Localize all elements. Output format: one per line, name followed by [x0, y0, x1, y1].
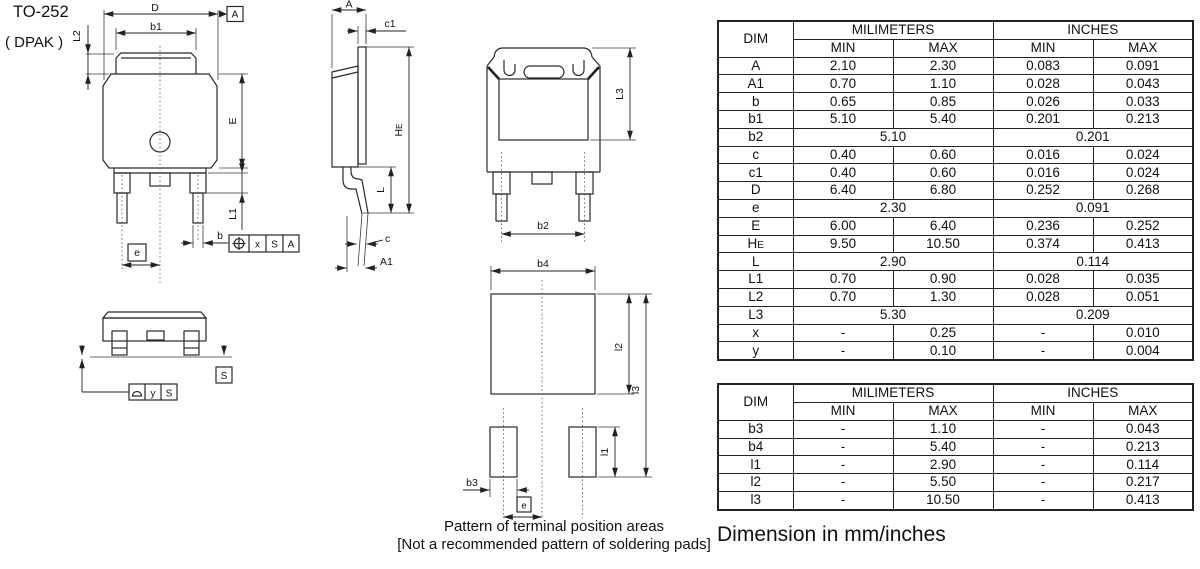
in-min-header: MIN — [993, 402, 1093, 420]
value-cell: - — [793, 324, 893, 342]
dimension-row — [718, 57, 1193, 75]
value-cell: 0.033 — [1093, 93, 1193, 111]
value-cell: 0.70 — [793, 75, 893, 93]
dim-label-c1: c1 — [384, 18, 396, 30]
seating-plane-tolerance-frame — [129, 384, 177, 400]
value-cell: 1.10 — [893, 420, 993, 438]
tab-notch-right — [573, 60, 584, 76]
dimension-row — [718, 306, 1193, 324]
dim-symbol-cell: b4 — [718, 438, 793, 456]
value-cell: 0.65 — [793, 93, 893, 111]
dim-symbol-cell: b — [718, 93, 793, 111]
dim-label-L: L — [375, 187, 387, 193]
value-cell-span: 5.10 — [793, 128, 993, 146]
value-cell: - — [993, 491, 1093, 509]
dim-label-L1: L1 — [227, 208, 239, 220]
dimension-row — [718, 288, 1193, 306]
value-cell: 0.043 — [1093, 420, 1193, 438]
tab-pad-area — [491, 294, 595, 394]
dimension-row — [718, 342, 1193, 360]
value-cell: 0.035 — [1093, 271, 1193, 289]
dim-symbol-cell: D — [718, 182, 793, 200]
value-cell: 0.70 — [793, 271, 893, 289]
dimension-row — [718, 438, 1193, 456]
dim-label-b1: b1 — [150, 21, 162, 33]
in-min-header: MIN — [993, 39, 1093, 57]
mm-min-header: MIN — [793, 39, 893, 57]
dim-symbol-cell: x — [718, 324, 793, 342]
value-cell: - — [993, 474, 1093, 492]
dim-label-HE: HE — [393, 123, 405, 137]
value-cell: 0.024 — [1093, 146, 1193, 164]
value-cell: 0.091 — [1093, 57, 1193, 75]
value-cell: 2.30 — [893, 57, 993, 75]
dimension-row — [718, 164, 1193, 182]
value-cell: - — [993, 324, 1093, 342]
dim-symbol-cell: l1 — [718, 456, 793, 474]
dim-label-E: E — [227, 117, 239, 125]
value-cell: 2.10 — [793, 57, 893, 75]
dim-label-A: A — [345, 0, 353, 11]
millimeters-header: MILIMETERS — [793, 21, 993, 39]
dim-symbol-cell: E — [718, 217, 793, 235]
value-cell: 0.004 — [1093, 342, 1193, 360]
dim-symbol-cell: e — [718, 199, 793, 217]
value-cell: 10.50 — [893, 491, 993, 509]
value-cell: 0.201 — [993, 110, 1093, 128]
pattern-caption-line2: [Not a recommended pattern of soldering pads] — [397, 536, 711, 553]
value-cell-span: 5.30 — [793, 306, 993, 324]
value-cell: 0.252 — [993, 182, 1093, 200]
value-cell: - — [793, 456, 893, 474]
dimension-row — [718, 146, 1193, 164]
value-cell: 0.010 — [1093, 324, 1193, 342]
dimension-units-note: Dimension in mm/inches — [717, 522, 946, 546]
dimension-row — [718, 199, 1193, 217]
value-cell: 0.374 — [993, 235, 1093, 253]
dim-symbol-cell: A — [718, 57, 793, 75]
pattern-dimension-rows — [718, 420, 1193, 509]
datum-s-label: S — [220, 371, 228, 382]
value-cell: - — [793, 342, 893, 360]
value-cell: - — [793, 491, 893, 509]
value-cell: 6.80 — [893, 182, 993, 200]
dim-column-header: DIM — [718, 384, 793, 420]
value-cell: 0.051 — [1093, 288, 1193, 306]
tab-slot — [524, 66, 564, 78]
dimension-row — [718, 75, 1193, 93]
dim-symbol-cell: L2 — [718, 288, 793, 306]
value-cell: - — [993, 342, 1093, 360]
dim-symbol-cell: b1 — [718, 110, 793, 128]
front-view — [71, 2, 299, 284]
dim-label-e: e — [134, 247, 140, 259]
dimension-row — [718, 253, 1193, 271]
side-view — [332, 0, 414, 272]
tab-notch-left — [504, 60, 515, 76]
dimension-row — [718, 128, 1193, 146]
value-cell: 0.268 — [1093, 182, 1193, 200]
value-cell: 5.40 — [893, 438, 993, 456]
main-dimension-rows — [718, 57, 1193, 360]
dim-column-header: DIM — [718, 21, 793, 57]
dimension-row — [718, 474, 1193, 492]
dimension-row — [718, 456, 1193, 474]
value-cell: 0.413 — [1093, 491, 1193, 509]
dim-symbol-cell: L1 — [718, 271, 793, 289]
value-cell: 0.213 — [1093, 110, 1193, 128]
position-tolerance-frame — [229, 235, 299, 252]
value-cell: 0.413 — [1093, 235, 1193, 253]
value-cell: 0.236 — [993, 217, 1093, 235]
dim-symbol-cell: c1 — [718, 164, 793, 182]
value-cell-span: 0.201 — [993, 128, 1193, 146]
main-dimension-table — [717, 20, 1194, 361]
value-cell: 0.217 — [1093, 474, 1193, 492]
dimension-row — [718, 235, 1193, 253]
pattern-dimension-table — [717, 383, 1194, 511]
value-cell: 0.213 — [1093, 438, 1193, 456]
in-max-header: MAX — [1093, 39, 1193, 57]
dim-symbol-cell: L3 — [718, 306, 793, 324]
position-symbol-icon — [233, 237, 246, 250]
dim-label-l2: l2 — [613, 342, 625, 352]
value-cell: 5.10 — [793, 110, 893, 128]
value-cell: 1.30 — [893, 288, 993, 306]
dim-symbol-cell: l2 — [718, 474, 793, 492]
fcf-modifier-s: S — [271, 239, 278, 251]
value-cell: 0.016 — [993, 146, 1093, 164]
value-cell-span: 2.90 — [793, 253, 993, 271]
value-cell: 0.028 — [993, 271, 1093, 289]
value-cell: 9.50 — [793, 235, 893, 253]
dimension-row — [718, 324, 1193, 342]
value-cell: 0.60 — [893, 164, 993, 182]
terminal-pattern-view — [397, 258, 711, 553]
value-cell: 6.00 — [793, 217, 893, 235]
value-cell: 0.114 — [1093, 456, 1193, 474]
package-alias: ( DPAK ) — [5, 34, 64, 51]
fcf-tolerance-x: x — [255, 239, 260, 251]
value-cell: 0.043 — [1093, 75, 1193, 93]
value-cell: 5.50 — [893, 474, 993, 492]
value-cell: 0.10 — [893, 342, 993, 360]
dim-symbol-cell: b2 — [718, 128, 793, 146]
value-cell: 0.026 — [993, 93, 1093, 111]
value-cell: - — [993, 438, 1093, 456]
dimension-row — [718, 110, 1193, 128]
value-cell: 0.25 — [893, 324, 993, 342]
package-name: TO-252 — [13, 3, 69, 21]
rear-view — [487, 48, 636, 242]
dim-symbol-cell: y — [718, 342, 793, 360]
value-cell-span: 0.209 — [993, 306, 1193, 324]
inches-header: INCHES — [993, 21, 1193, 39]
profile-symbol-icon — [133, 392, 142, 397]
dim-symbol-cell: b3 — [718, 420, 793, 438]
value-cell: 0.028 — [993, 75, 1093, 93]
value-cell: - — [793, 474, 893, 492]
pattern-caption-line1: Pattern of terminal position areas — [443, 518, 665, 535]
dim-label-D: D — [151, 2, 159, 14]
value-cell: 0.70 — [793, 288, 893, 306]
value-cell: 6.40 — [893, 217, 993, 235]
mm-max-header: MAX — [893, 402, 993, 420]
dim-label-L3: L3 — [614, 88, 626, 100]
dim-symbol-cell: HE — [718, 235, 793, 253]
dimension-tables-pane — [717, 20, 1193, 547]
dim-label-l1: l1 — [599, 447, 611, 457]
dim-label-L2: L2 — [71, 30, 83, 42]
value-cell-span: 0.114 — [993, 253, 1193, 271]
value-cell: - — [793, 420, 893, 438]
value-cell: 0.083 — [993, 57, 1093, 75]
dimension-row — [718, 271, 1193, 289]
value-cell: 0.90 — [893, 271, 993, 289]
dim-label-l3: l3 — [630, 385, 642, 395]
dimension-row — [718, 217, 1193, 235]
value-cell: 0.85 — [893, 93, 993, 111]
dimension-row — [718, 182, 1193, 200]
value-cell: 0.016 — [993, 164, 1093, 182]
dim-label-b3: b3 — [466, 477, 478, 489]
dim-symbol-cell: A1 — [718, 75, 793, 93]
inches-header: INCHES — [993, 384, 1193, 402]
value-cell: - — [793, 438, 893, 456]
dim-label-c: c — [385, 233, 391, 245]
datum-a-label: A — [231, 9, 239, 21]
value-cell: 0.40 — [793, 146, 893, 164]
dim-label-b2: b2 — [537, 220, 549, 232]
dim-symbol-cell: c — [718, 146, 793, 164]
value-cell: 6.40 — [793, 182, 893, 200]
fcf-datum-a: A — [287, 239, 295, 251]
datum-triangle — [219, 11, 227, 18]
in-max-header: MAX — [1093, 402, 1193, 420]
value-cell: 0.252 — [1093, 217, 1193, 235]
value-cell: 10.50 — [893, 235, 993, 253]
value-cell: 2.90 — [893, 456, 993, 474]
value-cell: - — [993, 420, 1093, 438]
value-cell: 0.028 — [993, 288, 1093, 306]
value-cell: 1.10 — [893, 75, 993, 93]
value-cell: 0.40 — [793, 164, 893, 182]
dim-label-A1: A1 — [380, 256, 393, 268]
dimension-row — [718, 420, 1193, 438]
dim-label-b: b — [217, 230, 223, 242]
seated-view — [82, 312, 232, 400]
value-cell-span: 2.30 — [793, 199, 993, 217]
value-cell-span: 0.091 — [993, 199, 1193, 217]
dim-label-pattern-e: e — [521, 500, 527, 512]
dim-label-b4: b4 — [537, 258, 549, 270]
value-cell: 0.024 — [1093, 164, 1193, 182]
millimeters-header: MILIMETERS — [793, 384, 993, 402]
value-cell: 5.40 — [893, 110, 993, 128]
mm-min-header: MIN — [793, 402, 893, 420]
dim-symbol-cell: l3 — [718, 491, 793, 509]
dimension-row — [718, 491, 1193, 509]
mm-max-header: MAX — [893, 39, 993, 57]
fcf-datum-s: S — [165, 388, 173, 400]
fcf-tolerance-y: y — [150, 388, 156, 400]
dimension-row — [718, 93, 1193, 111]
value-cell: - — [993, 456, 1093, 474]
value-cell: 0.60 — [893, 146, 993, 164]
dim-symbol-cell: L — [718, 253, 793, 271]
